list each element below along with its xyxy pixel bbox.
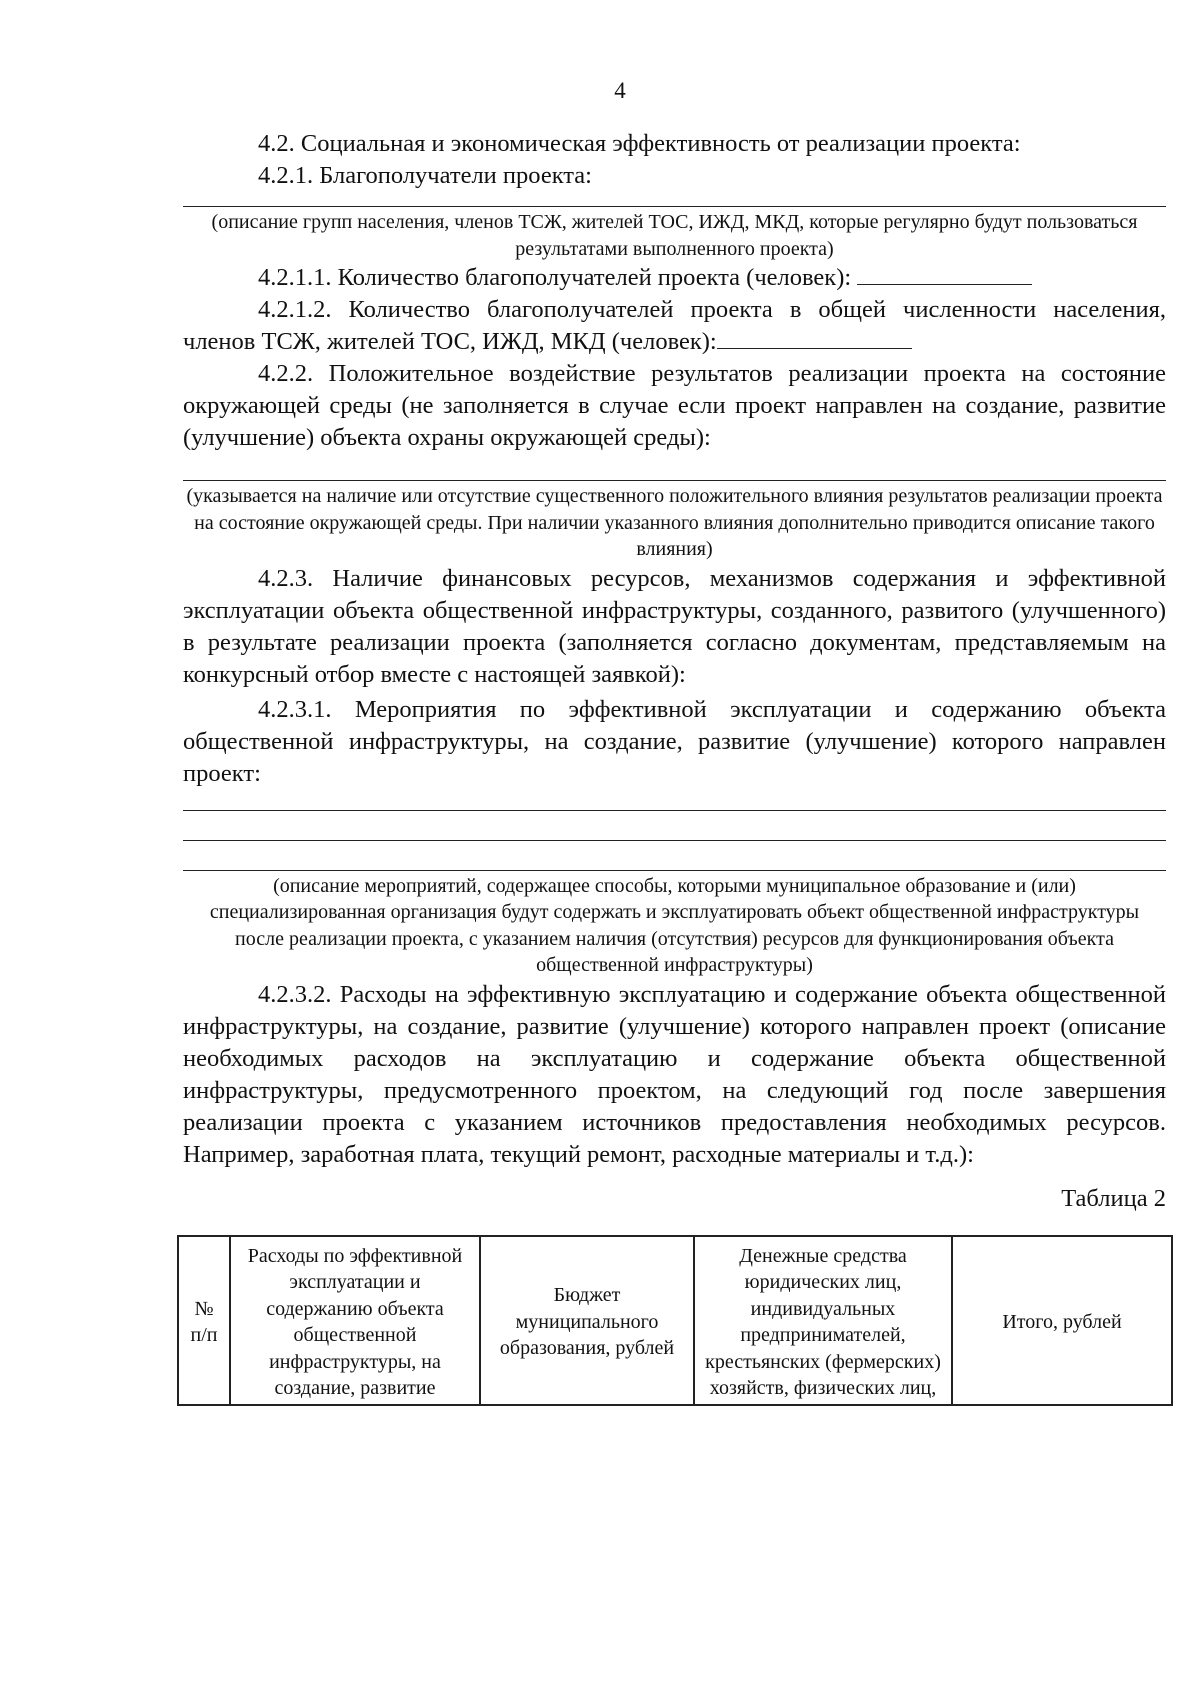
header-col-budget: Бюджет муниципального образования, рублей	[480, 1236, 694, 1405]
header-col-expenses: Расходы по эффективной эксплуатации и содержанию объекта общественной инфраструктуры, на создание, развитие	[230, 1236, 480, 1405]
section-4-2-1: 4.2.1. Благополучатели проекта:	[258, 162, 592, 189]
section-4-2-1-1-text: 4.2.1.1. Количество благополучателей проекта (человек):	[258, 264, 852, 291]
section-4-2-3-2: 4.2.3.2. Расходы на эффективную эксплуатацию и содержание объекта общественной инфраструктуры, на создание, развитие (улучшение) которого направлен проект (описание необходимых расходов на эксплуатацию и содержание объекта общественной инфраструктуры, предусмотренного проектом, на следующий год после завершения реализации проекта с указанием источников предоставления необходимых ресурсов. Например, заработная плата, текущий ремонт, расходные материалы и т.д.):	[183, 980, 1166, 1168]
expenses-table	[177, 1235, 1173, 1406]
document-body	[183, 128, 1166, 1406]
measures-input-line-1[interactable]	[183, 810, 1166, 811]
environment-input-line[interactable]	[183, 480, 1166, 481]
section-4-2-1-2	[183, 294, 1166, 358]
beneficiaries-note: (описание групп населения, членов ТСЖ, жителей ТОС, ИЖД, МКД, которые регулярно будут пользоваться результатами выполненного проекта)	[211, 211, 1138, 260]
page-number: 4	[614, 78, 626, 103]
section-4-2-2: 4.2.2. Положительное воздействие результатов реализации проекта на состояние окружающей среды (не заполняется в случае если проект направлен на создание, развитие (улучшение) объекта охраны окружающей среды):	[183, 360, 1166, 451]
measures-note: (описание мероприятий, содержащее способы, которыми муниципальное образование и (или) специализированная организация будут содержать и эксплуатировать объект общественной инфраструктуры после реализации проекта, с указанием наличия (отсутствия) ресурсов для функционирования объекта общественной инфраструктуры)	[209, 874, 1140, 976]
section-4-2-1-1	[183, 262, 1166, 294]
header-col-total: Итого, рублей	[952, 1236, 1172, 1405]
table-caption: Таблица 2	[1061, 1184, 1166, 1212]
environment-note: (указывается на наличие или отсутствие существенного положительного влияния результатов реализации проекта на состояние окружающей среды. При наличии указанного влияния дополнительно приводится описание такого влияния)	[186, 485, 1163, 560]
section-4-2: 4.2. Социальная и экономическая эффективность от реализации проекта:	[258, 130, 1021, 157]
header-col-funds: Денежные средства юридических лиц, индивидуальных предпринимателей, крестьянских (фермерских) хозяйств, физических лиц,	[694, 1236, 952, 1405]
measures-input-line-2[interactable]	[183, 840, 1166, 841]
beneficiaries-input-line[interactable]	[183, 206, 1166, 207]
section-4-2-3-1: 4.2.3.1. Мероприятия по эффективной эксплуатации и содержанию объекта общественной инфраструктуры, на создание, развитие (улучшение) которого направлен проект:	[183, 695, 1166, 787]
table-header-row	[178, 1236, 1172, 1405]
section-4-2-3: 4.2.3. Наличие финансовых ресурсов, механизмов содержания и эффективной эксплуатации объекта общественной инфраструктуры, созданного, развитого (улучшенного) в результате реализации проекта (заполняется согласно документам, представляемым на конкурсный отбор вместе с настоящей заявкой):	[183, 564, 1166, 688]
beneficiaries-share-field[interactable]	[717, 326, 912, 349]
header-col-no: № п/п	[178, 1236, 230, 1405]
measures-input-line-3[interactable]	[183, 870, 1166, 871]
beneficiaries-count-field[interactable]	[857, 262, 1032, 285]
section-4-2-1-2-text: 4.2.1.2. Количество благополучателей проекта в общей численности населения, членов ТСЖ, жителей ТОС, ИЖД, МКД (человек):	[183, 296, 1166, 355]
